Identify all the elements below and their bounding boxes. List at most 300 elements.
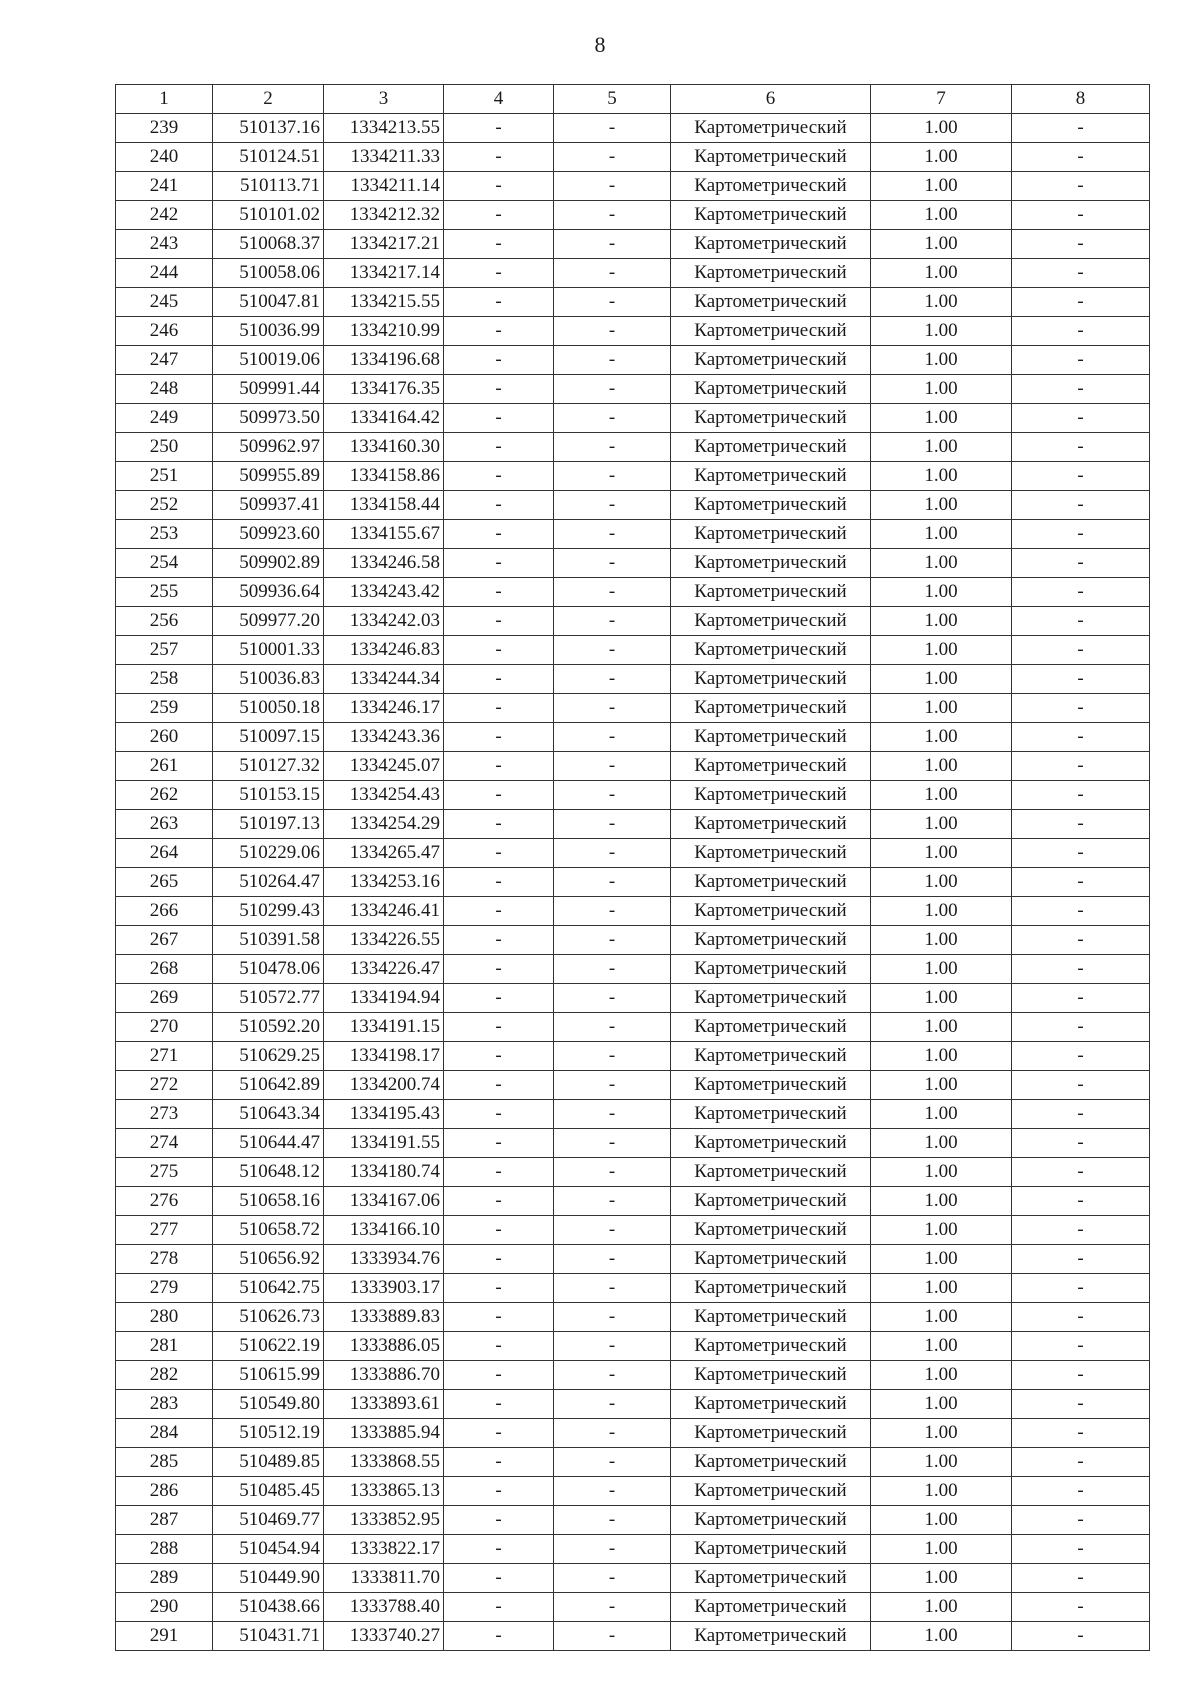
cell-y-coordinate: 1334246.83 bbox=[324, 636, 444, 665]
cell-col5: - bbox=[554, 1216, 671, 1245]
cell-accuracy: 1.00 bbox=[871, 1187, 1012, 1216]
cell-col8: - bbox=[1012, 752, 1150, 781]
cell-y-coordinate: 1334167.06 bbox=[324, 1187, 444, 1216]
cell-col5: - bbox=[554, 1129, 671, 1158]
cell-method: Картометрический bbox=[671, 1332, 871, 1361]
cell-x-coordinate: 510629.25 bbox=[213, 1042, 324, 1071]
cell-method: Картометрический bbox=[671, 1303, 871, 1332]
table-row bbox=[116, 288, 1150, 317]
cell-col8: - bbox=[1012, 317, 1150, 346]
cell-accuracy: 1.00 bbox=[871, 201, 1012, 230]
cell-x-coordinate: 510068.37 bbox=[213, 230, 324, 259]
cell-col5: - bbox=[554, 1042, 671, 1071]
cell-x-coordinate: 510391.58 bbox=[213, 926, 324, 955]
cell-accuracy: 1.00 bbox=[871, 462, 1012, 491]
cell-col8: - bbox=[1012, 1535, 1150, 1564]
cell-x-coordinate: 510642.89 bbox=[213, 1071, 324, 1100]
cell-method: Картометрический bbox=[671, 520, 871, 549]
cell-point-number: 254 bbox=[116, 549, 213, 578]
cell-x-coordinate: 510101.02 bbox=[213, 201, 324, 230]
cell-point-number: 240 bbox=[116, 143, 213, 172]
cell-x-coordinate: 509955.89 bbox=[213, 462, 324, 491]
cell-col8: - bbox=[1012, 520, 1150, 549]
cell-x-coordinate: 510572.77 bbox=[213, 984, 324, 1013]
column-header-8: 8 bbox=[1012, 85, 1150, 114]
table-row bbox=[116, 1593, 1150, 1622]
cell-col4: - bbox=[444, 346, 554, 375]
cell-col4: - bbox=[444, 926, 554, 955]
cell-method: Картометрический bbox=[671, 1187, 871, 1216]
cell-accuracy: 1.00 bbox=[871, 578, 1012, 607]
cell-col4: - bbox=[444, 1361, 554, 1390]
cell-col8: - bbox=[1012, 723, 1150, 752]
cell-method: Картометрический bbox=[671, 578, 871, 607]
table-row bbox=[116, 491, 1150, 520]
cell-accuracy: 1.00 bbox=[871, 1506, 1012, 1535]
cell-accuracy: 1.00 bbox=[871, 752, 1012, 781]
cell-y-coordinate: 1333788.40 bbox=[324, 1593, 444, 1622]
table-row bbox=[116, 1158, 1150, 1187]
cell-point-number: 249 bbox=[116, 404, 213, 433]
cell-point-number: 261 bbox=[116, 752, 213, 781]
cell-accuracy: 1.00 bbox=[871, 1390, 1012, 1419]
cell-y-coordinate: 1334200.74 bbox=[324, 1071, 444, 1100]
cell-x-coordinate: 510036.83 bbox=[213, 665, 324, 694]
table-header-row bbox=[116, 85, 1150, 114]
cell-point-number: 273 bbox=[116, 1100, 213, 1129]
cell-accuracy: 1.00 bbox=[871, 491, 1012, 520]
cell-point-number: 286 bbox=[116, 1477, 213, 1506]
column-header-4: 4 bbox=[444, 85, 554, 114]
cell-accuracy: 1.00 bbox=[871, 897, 1012, 926]
cell-col4: - bbox=[444, 868, 554, 897]
cell-x-coordinate: 510658.72 bbox=[213, 1216, 324, 1245]
cell-y-coordinate: 1334158.86 bbox=[324, 462, 444, 491]
cell-y-coordinate: 1334191.15 bbox=[324, 1013, 444, 1042]
cell-y-coordinate: 1334217.14 bbox=[324, 259, 444, 288]
cell-x-coordinate: 510656.92 bbox=[213, 1245, 324, 1274]
cell-col5: - bbox=[554, 433, 671, 462]
cell-x-coordinate: 510047.81 bbox=[213, 288, 324, 317]
cell-col5: - bbox=[554, 694, 671, 723]
cell-col5: - bbox=[554, 404, 671, 433]
cell-col4: - bbox=[444, 810, 554, 839]
cell-col8: - bbox=[1012, 1448, 1150, 1477]
cell-method: Картометрический bbox=[671, 1042, 871, 1071]
table-row bbox=[116, 1129, 1150, 1158]
table-row bbox=[116, 1071, 1150, 1100]
cell-col8: - bbox=[1012, 1303, 1150, 1332]
cell-y-coordinate: 1334198.17 bbox=[324, 1042, 444, 1071]
cell-x-coordinate: 510622.19 bbox=[213, 1332, 324, 1361]
cell-y-coordinate: 1334245.07 bbox=[324, 752, 444, 781]
cell-accuracy: 1.00 bbox=[871, 1245, 1012, 1274]
cell-col4: - bbox=[444, 1071, 554, 1100]
cell-col8: - bbox=[1012, 201, 1150, 230]
cell-x-coordinate: 510643.34 bbox=[213, 1100, 324, 1129]
cell-col8: - bbox=[1012, 1332, 1150, 1361]
cell-col4: - bbox=[444, 1477, 554, 1506]
table-row bbox=[116, 433, 1150, 462]
cell-col8: - bbox=[1012, 549, 1150, 578]
cell-col4: - bbox=[444, 1332, 554, 1361]
cell-x-coordinate: 510512.19 bbox=[213, 1419, 324, 1448]
cell-method: Картометрический bbox=[671, 1361, 871, 1390]
cell-point-number: 288 bbox=[116, 1535, 213, 1564]
cell-x-coordinate: 510642.75 bbox=[213, 1274, 324, 1303]
cell-accuracy: 1.00 bbox=[871, 839, 1012, 868]
cell-y-coordinate: 1334253.16 bbox=[324, 868, 444, 897]
cell-point-number: 262 bbox=[116, 781, 213, 810]
cell-point-number: 271 bbox=[116, 1042, 213, 1071]
cell-method: Картометрический bbox=[671, 752, 871, 781]
cell-x-coordinate: 510626.73 bbox=[213, 1303, 324, 1332]
cell-col8: - bbox=[1012, 114, 1150, 143]
cell-col8: - bbox=[1012, 607, 1150, 636]
cell-col5: - bbox=[554, 346, 671, 375]
cell-method: Картометрический bbox=[671, 404, 871, 433]
cell-x-coordinate: 510549.80 bbox=[213, 1390, 324, 1419]
cell-y-coordinate: 1334243.36 bbox=[324, 723, 444, 752]
cell-x-coordinate: 510036.99 bbox=[213, 317, 324, 346]
cell-y-coordinate: 1334244.34 bbox=[324, 665, 444, 694]
cell-point-number: 291 bbox=[116, 1622, 213, 1651]
cell-col5: - bbox=[554, 1419, 671, 1448]
cell-col4: - bbox=[444, 636, 554, 665]
cell-col4: - bbox=[444, 201, 554, 230]
table-row bbox=[116, 1535, 1150, 1564]
cell-col5: - bbox=[554, 1564, 671, 1593]
cell-col8: - bbox=[1012, 1071, 1150, 1100]
cell-y-coordinate: 1334212.32 bbox=[324, 201, 444, 230]
cell-accuracy: 1.00 bbox=[871, 1361, 1012, 1390]
cell-col4: - bbox=[444, 752, 554, 781]
table-row bbox=[116, 1042, 1150, 1071]
cell-accuracy: 1.00 bbox=[871, 1013, 1012, 1042]
cell-accuracy: 1.00 bbox=[871, 1593, 1012, 1622]
cell-x-coordinate: 510438.66 bbox=[213, 1593, 324, 1622]
table-row bbox=[116, 114, 1150, 143]
table-row bbox=[116, 781, 1150, 810]
table-row bbox=[116, 636, 1150, 665]
cell-col5: - bbox=[554, 926, 671, 955]
cell-col5: - bbox=[554, 1506, 671, 1535]
cell-method: Картометрический bbox=[671, 1477, 871, 1506]
cell-col8: - bbox=[1012, 462, 1150, 491]
cell-x-coordinate: 510469.77 bbox=[213, 1506, 324, 1535]
cell-method: Картометрический bbox=[671, 114, 871, 143]
cell-x-coordinate: 510648.12 bbox=[213, 1158, 324, 1187]
cell-col8: - bbox=[1012, 230, 1150, 259]
coordinates-table bbox=[115, 84, 1150, 1651]
cell-col5: - bbox=[554, 955, 671, 984]
cell-point-number: 270 bbox=[116, 1013, 213, 1042]
cell-accuracy: 1.00 bbox=[871, 984, 1012, 1013]
cell-col5: - bbox=[554, 259, 671, 288]
table-row bbox=[116, 1361, 1150, 1390]
table-row bbox=[116, 897, 1150, 926]
cell-col8: - bbox=[1012, 1390, 1150, 1419]
cell-y-coordinate: 1334217.21 bbox=[324, 230, 444, 259]
cell-point-number: 247 bbox=[116, 346, 213, 375]
table-row bbox=[116, 810, 1150, 839]
cell-col4: - bbox=[444, 288, 554, 317]
table-row bbox=[116, 520, 1150, 549]
cell-col5: - bbox=[554, 549, 671, 578]
cell-accuracy: 1.00 bbox=[871, 868, 1012, 897]
cell-y-coordinate: 1333886.70 bbox=[324, 1361, 444, 1390]
table-row bbox=[116, 694, 1150, 723]
cell-method: Картометрический bbox=[671, 491, 871, 520]
cell-x-coordinate: 510299.43 bbox=[213, 897, 324, 926]
cell-col5: - bbox=[554, 1187, 671, 1216]
cell-col5: - bbox=[554, 984, 671, 1013]
cell-point-number: 265 bbox=[116, 868, 213, 897]
cell-col5: - bbox=[554, 1274, 671, 1303]
cell-col8: - bbox=[1012, 665, 1150, 694]
cell-accuracy: 1.00 bbox=[871, 1216, 1012, 1245]
cell-col4: - bbox=[444, 1390, 554, 1419]
cell-y-coordinate: 1333852.95 bbox=[324, 1506, 444, 1535]
table-row bbox=[116, 404, 1150, 433]
cell-accuracy: 1.00 bbox=[871, 1303, 1012, 1332]
cell-col5: - bbox=[554, 607, 671, 636]
cell-col4: - bbox=[444, 1158, 554, 1187]
cell-y-coordinate: 1333740.27 bbox=[324, 1622, 444, 1651]
cell-col5: - bbox=[554, 1593, 671, 1622]
table-row bbox=[116, 143, 1150, 172]
table-row bbox=[116, 1622, 1150, 1651]
table-body bbox=[116, 114, 1150, 1651]
cell-accuracy: 1.00 bbox=[871, 1564, 1012, 1593]
cell-accuracy: 1.00 bbox=[871, 520, 1012, 549]
cell-method: Картометрический bbox=[671, 433, 871, 462]
cell-accuracy: 1.00 bbox=[871, 1332, 1012, 1361]
cell-col8: - bbox=[1012, 1245, 1150, 1274]
cell-col4: - bbox=[444, 317, 554, 346]
cell-col4: - bbox=[444, 259, 554, 288]
cell-y-coordinate: 1334196.68 bbox=[324, 346, 444, 375]
cell-point-number: 239 bbox=[116, 114, 213, 143]
cell-method: Картометрический bbox=[671, 230, 871, 259]
cell-col4: - bbox=[444, 723, 554, 752]
cell-accuracy: 1.00 bbox=[871, 1129, 1012, 1158]
cell-y-coordinate: 1333885.94 bbox=[324, 1419, 444, 1448]
table-row bbox=[116, 1303, 1150, 1332]
cell-accuracy: 1.00 bbox=[871, 607, 1012, 636]
cell-col8: - bbox=[1012, 1622, 1150, 1651]
cell-point-number: 274 bbox=[116, 1129, 213, 1158]
cell-col4: - bbox=[444, 404, 554, 433]
cell-col8: - bbox=[1012, 1506, 1150, 1535]
cell-y-coordinate: 1333903.17 bbox=[324, 1274, 444, 1303]
table-row bbox=[116, 752, 1150, 781]
cell-accuracy: 1.00 bbox=[871, 1622, 1012, 1651]
cell-col5: - bbox=[554, 578, 671, 607]
cell-col5: - bbox=[554, 1390, 671, 1419]
cell-method: Картометрический bbox=[671, 1071, 871, 1100]
cell-method: Картометрический bbox=[671, 172, 871, 201]
cell-y-coordinate: 1334265.47 bbox=[324, 839, 444, 868]
table-row bbox=[116, 984, 1150, 1013]
cell-accuracy: 1.00 bbox=[871, 1042, 1012, 1071]
cell-y-coordinate: 1333865.13 bbox=[324, 1477, 444, 1506]
cell-y-coordinate: 1334164.42 bbox=[324, 404, 444, 433]
cell-accuracy: 1.00 bbox=[871, 346, 1012, 375]
cell-accuracy: 1.00 bbox=[871, 433, 1012, 462]
cell-point-number: 282 bbox=[116, 1361, 213, 1390]
table-row bbox=[116, 230, 1150, 259]
cell-y-coordinate: 1334215.55 bbox=[324, 288, 444, 317]
cell-method: Картометрический bbox=[671, 955, 871, 984]
column-header-7: 7 bbox=[871, 85, 1012, 114]
cell-accuracy: 1.00 bbox=[871, 1535, 1012, 1564]
cell-method: Картометрический bbox=[671, 1535, 871, 1564]
cell-col4: - bbox=[444, 1593, 554, 1622]
table-row bbox=[116, 1245, 1150, 1274]
cell-point-number: 279 bbox=[116, 1274, 213, 1303]
cell-accuracy: 1.00 bbox=[871, 317, 1012, 346]
cell-accuracy: 1.00 bbox=[871, 1477, 1012, 1506]
cell-x-coordinate: 510097.15 bbox=[213, 723, 324, 752]
cell-col8: - bbox=[1012, 346, 1150, 375]
cell-col4: - bbox=[444, 665, 554, 694]
cell-y-coordinate: 1334160.30 bbox=[324, 433, 444, 462]
cell-point-number: 277 bbox=[116, 1216, 213, 1245]
cell-point-number: 251 bbox=[116, 462, 213, 491]
cell-method: Картометрический bbox=[671, 201, 871, 230]
cell-col4: - bbox=[444, 462, 554, 491]
cell-col4: - bbox=[444, 984, 554, 1013]
cell-col8: - bbox=[1012, 1100, 1150, 1129]
cell-col8: - bbox=[1012, 1129, 1150, 1158]
cell-method: Картометрический bbox=[671, 1448, 871, 1477]
cell-col4: - bbox=[444, 1535, 554, 1564]
cell-x-coordinate: 509937.41 bbox=[213, 491, 324, 520]
column-header-6: 6 bbox=[671, 85, 871, 114]
cell-x-coordinate: 510229.06 bbox=[213, 839, 324, 868]
cell-col5: - bbox=[554, 1477, 671, 1506]
cell-y-coordinate: 1334194.94 bbox=[324, 984, 444, 1013]
table-row bbox=[116, 868, 1150, 897]
column-header-2: 2 bbox=[213, 85, 324, 114]
cell-x-coordinate: 510485.45 bbox=[213, 1477, 324, 1506]
cell-method: Картометрический bbox=[671, 1419, 871, 1448]
cell-col8: - bbox=[1012, 433, 1150, 462]
cell-method: Картометрический bbox=[671, 1129, 871, 1158]
cell-method: Картометрический bbox=[671, 1564, 871, 1593]
cell-accuracy: 1.00 bbox=[871, 1448, 1012, 1477]
cell-point-number: 280 bbox=[116, 1303, 213, 1332]
cell-point-number: 250 bbox=[116, 433, 213, 462]
cell-point-number: 283 bbox=[116, 1390, 213, 1419]
column-header-1: 1 bbox=[116, 85, 213, 114]
cell-x-coordinate: 509923.60 bbox=[213, 520, 324, 549]
cell-x-coordinate: 509977.20 bbox=[213, 607, 324, 636]
cell-point-number: 244 bbox=[116, 259, 213, 288]
cell-point-number: 260 bbox=[116, 723, 213, 752]
cell-col4: - bbox=[444, 433, 554, 462]
cell-col4: - bbox=[444, 781, 554, 810]
cell-col4: - bbox=[444, 114, 554, 143]
cell-col5: - bbox=[554, 1013, 671, 1042]
cell-accuracy: 1.00 bbox=[871, 1419, 1012, 1448]
cell-col8: - bbox=[1012, 1593, 1150, 1622]
cell-col4: - bbox=[444, 1419, 554, 1448]
cell-method: Картометрический bbox=[671, 549, 871, 578]
cell-point-number: 259 bbox=[116, 694, 213, 723]
cell-accuracy: 1.00 bbox=[871, 1158, 1012, 1187]
cell-point-number: 272 bbox=[116, 1071, 213, 1100]
cell-x-coordinate: 510127.32 bbox=[213, 752, 324, 781]
cell-accuracy: 1.00 bbox=[871, 665, 1012, 694]
cell-col8: - bbox=[1012, 404, 1150, 433]
cell-point-number: 285 bbox=[116, 1448, 213, 1477]
cell-y-coordinate: 1334213.55 bbox=[324, 114, 444, 143]
cell-y-coordinate: 1333868.55 bbox=[324, 1448, 444, 1477]
cell-accuracy: 1.00 bbox=[871, 172, 1012, 201]
cell-col8: - bbox=[1012, 288, 1150, 317]
cell-method: Картометрический bbox=[671, 259, 871, 288]
cell-y-coordinate: 1334226.55 bbox=[324, 926, 444, 955]
cell-point-number: 287 bbox=[116, 1506, 213, 1535]
cell-x-coordinate: 510137.16 bbox=[213, 114, 324, 143]
column-header-5: 5 bbox=[554, 85, 671, 114]
cell-col4: - bbox=[444, 375, 554, 404]
table-row bbox=[116, 462, 1150, 491]
cell-y-coordinate: 1334242.03 bbox=[324, 607, 444, 636]
cell-col4: - bbox=[444, 1564, 554, 1593]
table-row bbox=[116, 1390, 1150, 1419]
cell-method: Картометрический bbox=[671, 346, 871, 375]
cell-point-number: 256 bbox=[116, 607, 213, 636]
cell-col4: - bbox=[444, 1506, 554, 1535]
cell-x-coordinate: 510050.18 bbox=[213, 694, 324, 723]
cell-method: Картометрический bbox=[671, 1622, 871, 1651]
cell-x-coordinate: 509991.44 bbox=[213, 375, 324, 404]
cell-col8: - bbox=[1012, 781, 1150, 810]
cell-col5: - bbox=[554, 1303, 671, 1332]
table-row bbox=[116, 1187, 1150, 1216]
cell-method: Картометрический bbox=[671, 1506, 871, 1535]
cell-method: Картометрический bbox=[671, 868, 871, 897]
cell-col5: - bbox=[554, 375, 671, 404]
cell-col5: - bbox=[554, 723, 671, 752]
cell-col5: - bbox=[554, 1100, 671, 1129]
cell-col5: - bbox=[554, 201, 671, 230]
cell-y-coordinate: 1333822.17 bbox=[324, 1535, 444, 1564]
cell-x-coordinate: 510058.06 bbox=[213, 259, 324, 288]
cell-col5: - bbox=[554, 143, 671, 172]
cell-col8: - bbox=[1012, 810, 1150, 839]
cell-accuracy: 1.00 bbox=[871, 114, 1012, 143]
cell-x-coordinate: 510197.13 bbox=[213, 810, 324, 839]
cell-col4: - bbox=[444, 694, 554, 723]
cell-y-coordinate: 1334180.74 bbox=[324, 1158, 444, 1187]
cell-x-coordinate: 510019.06 bbox=[213, 346, 324, 375]
cell-point-number: 266 bbox=[116, 897, 213, 926]
cell-col4: - bbox=[444, 578, 554, 607]
cell-y-coordinate: 1334254.43 bbox=[324, 781, 444, 810]
table-row bbox=[116, 1100, 1150, 1129]
cell-x-coordinate: 510264.47 bbox=[213, 868, 324, 897]
cell-method: Картометрический bbox=[671, 636, 871, 665]
table-row bbox=[116, 1477, 1150, 1506]
table-row bbox=[116, 1013, 1150, 1042]
cell-method: Картометрический bbox=[671, 1593, 871, 1622]
cell-accuracy: 1.00 bbox=[871, 1274, 1012, 1303]
cell-x-coordinate: 509902.89 bbox=[213, 549, 324, 578]
